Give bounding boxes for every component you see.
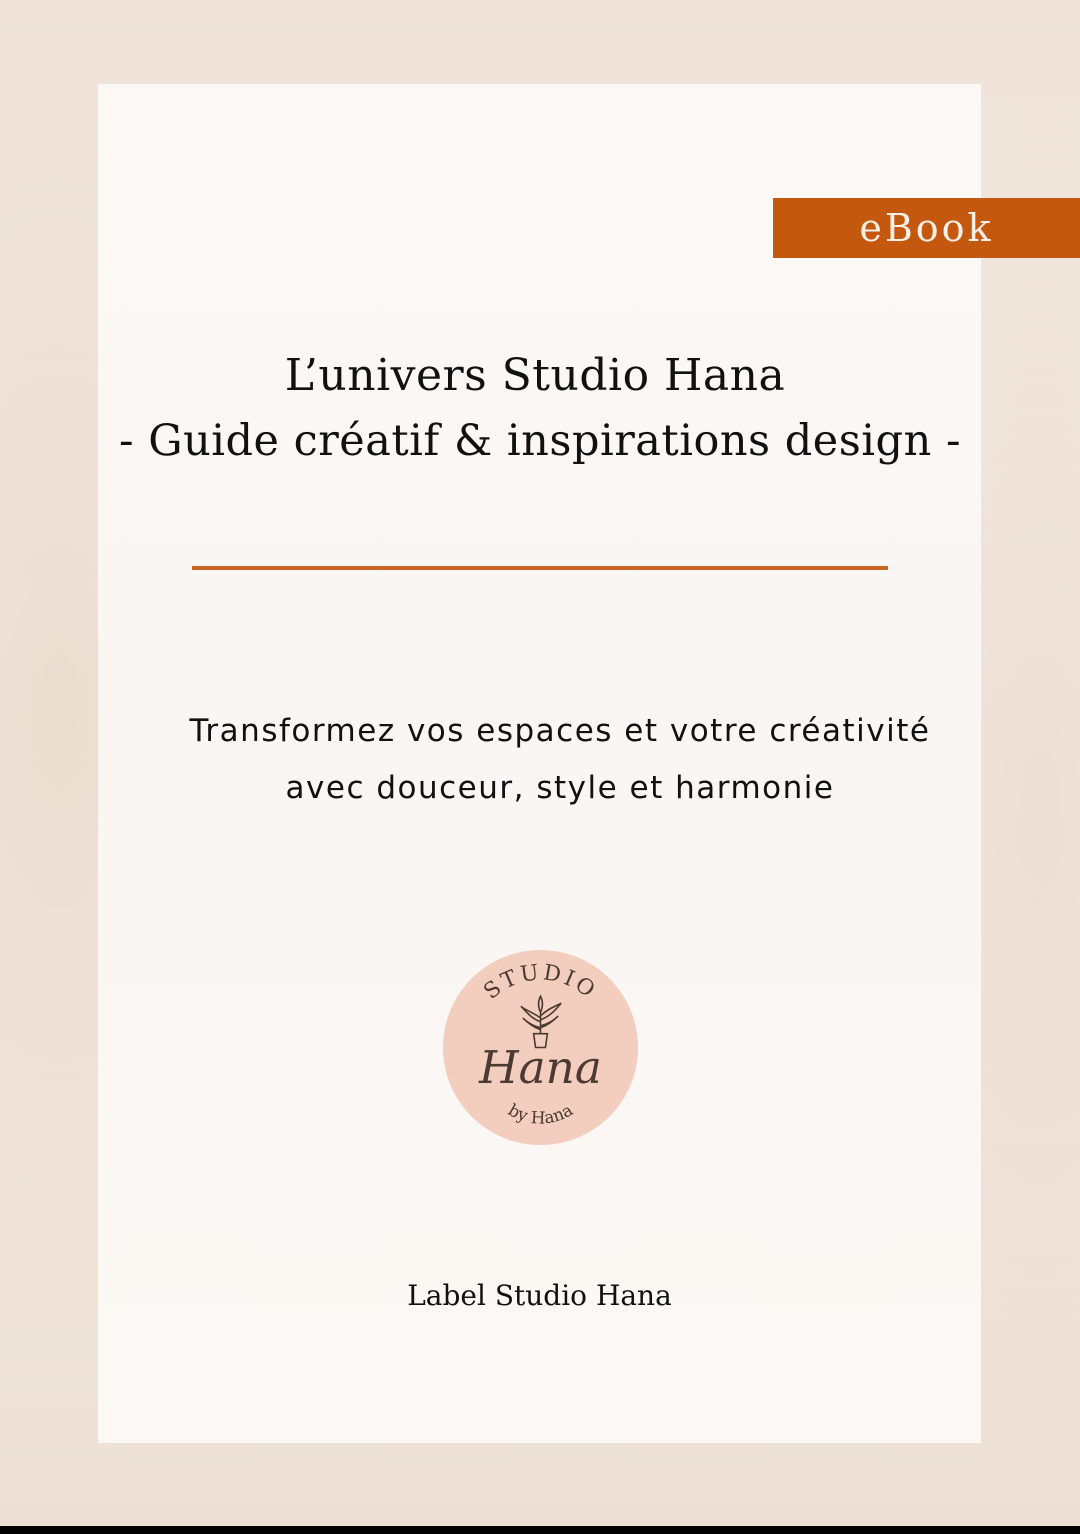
title-divider	[192, 566, 888, 570]
footer-label: Label Studio Hana	[407, 1279, 672, 1312]
logo-top-text: STUDIO	[479, 960, 602, 1005]
logo-bottom-text: by Hana	[504, 1099, 577, 1128]
studio-hana-logo	[442, 949, 639, 1146]
ebook-badge-label: eBook	[859, 206, 994, 250]
tagline-line-1: Transformez vos espaces et votre créativité	[189, 713, 931, 749]
title-line-2: - Guide créatif & inspirations design -	[119, 416, 961, 466]
title-line-1: L’univers Studio Hana	[284, 350, 786, 401]
tagline-line-2: avec douceur, style et harmonie	[285, 770, 835, 806]
bottom-edge-bar	[0, 1526, 1080, 1534]
cover-card	[98, 84, 981, 1443]
logo-main-text: Hana	[479, 1040, 602, 1094]
ebook-badge	[773, 198, 1080, 258]
